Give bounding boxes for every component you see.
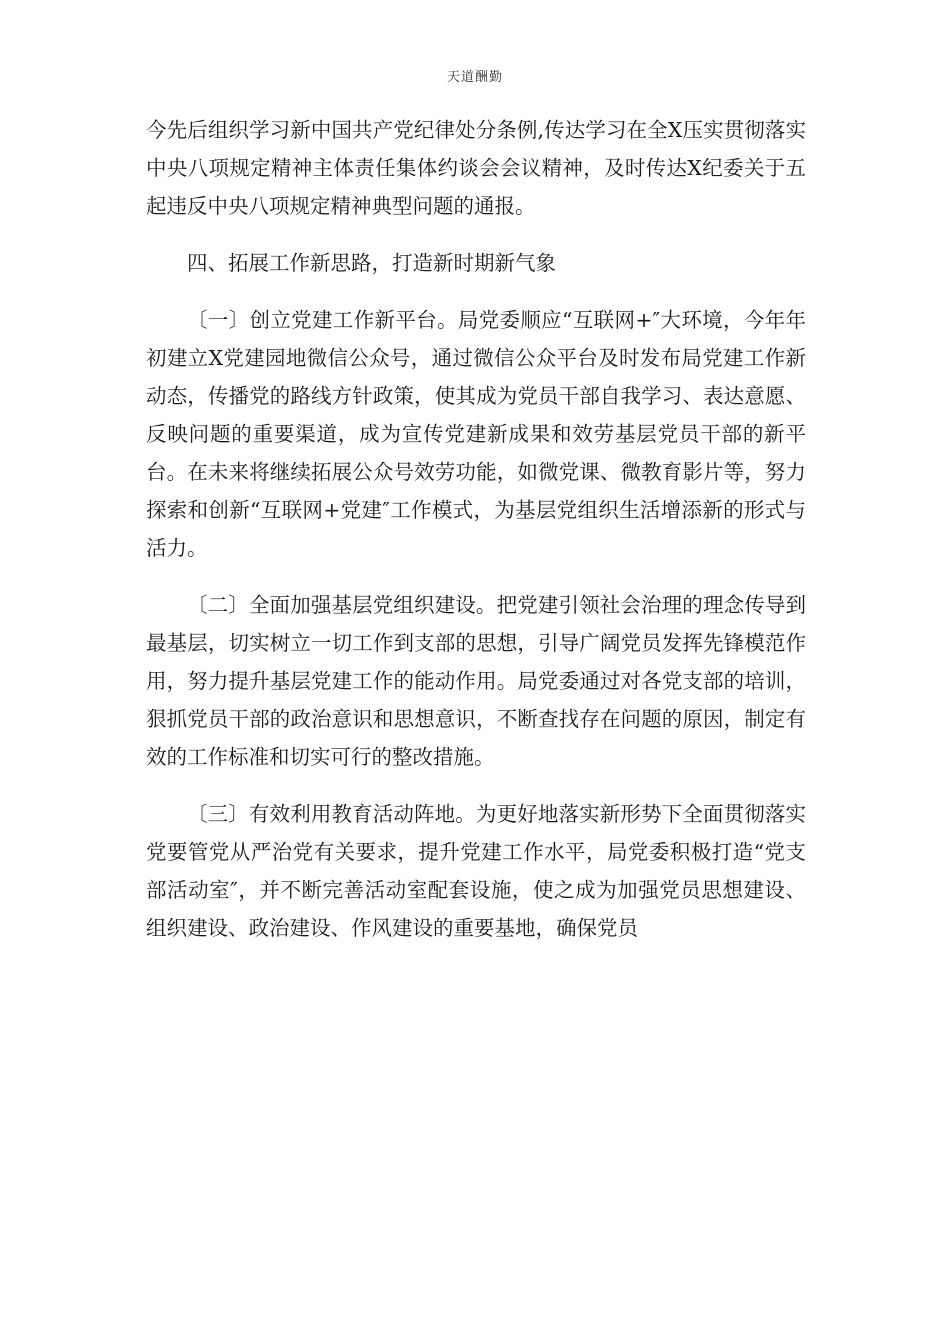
page-header: 天道酬勤	[446, 70, 503, 85]
paragraph-item-1: 〔一〕创立党建工作新平台。局党委顺应“互联网+″大环境，今年年初建立X党建园地微信公众号，通过微信公众平台及时发布局党建工作新动态，传播党的路线方针政策，使其成为党员干部自我学习、表达意愿、反映问题的重要渠道，成为宣传党建新成果和效劳基层党员干部的新平台。在未来将继续拓展公众号效劳功能，如微党课、微教育影片等，努力探索和创新“互联网+党建″工作模式，为基层党组织生活增添新的形式与活力。	[146, 308, 806, 560]
paragraph-item-3: 〔三〕有效利用教育活动阵地。为更好地落实新形势下全面贯彻落实党要管党从严治党有关要求，提升党建工作水平，局党委积极打造“党支部活动室″，并不断完善活动室配套设施，使之成为加强党员思想建设、组织建设、政治建设、作风建设的重要基地，确保党员	[146, 802, 806, 940]
document-body	[146, 111, 806, 966]
section-heading: 四、拓展工作新思路，打造新时期新气象	[187, 251, 556, 275]
paragraph-continuation: 今先后组织学习新中国共产党纪律处分条例,传达学习在全X压实贯彻落实中央八项规定精神主体责任集体约谈会会议精神，及时传达X纪委关于五起违反中央八项规定精神典型问题的通报。	[146, 118, 806, 218]
paragraph-item-2: 〔二〕全面加强基层党组织建设。把党建引领社会治理的理念传导到最基层，切实树立一切工作到支部的思想，引导广阔党员发挥先锋模范作用，努力提升基层党建工作的能动作用。局党委通过对各党支部的培训，狠抓党员干部的政治意识和思想意识，不断查找存在问题的原因，制定有效的工作标准和切实可行的整改措施。	[146, 593, 806, 769]
